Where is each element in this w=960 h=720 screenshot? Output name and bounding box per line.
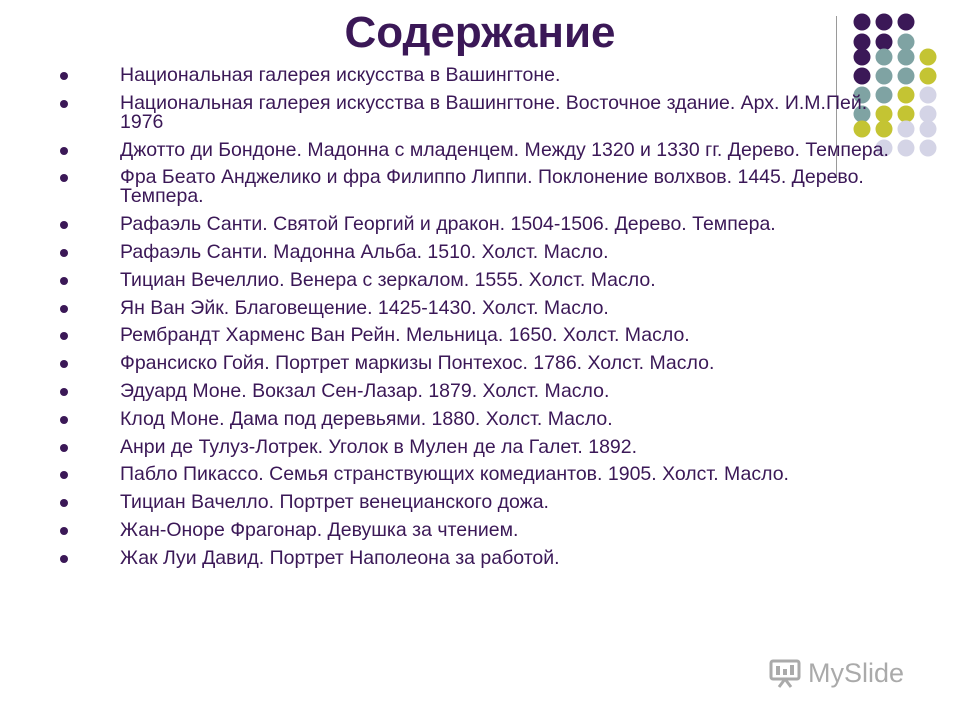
- bullet-icon: [60, 499, 68, 507]
- bullet-icon: [60, 174, 68, 182]
- list-item: [56, 168, 906, 206]
- list-item: [56, 465, 906, 484]
- bullet-icon: [60, 527, 68, 535]
- list-item: [56, 268, 906, 291]
- bullet-icon: [60, 100, 68, 108]
- list-item-text: Жан-Оноре Фрагонар. Девушка за чтением.: [120, 518, 519, 541]
- watermark-text: MySlide: [808, 657, 905, 688]
- decorative-dot: [920, 140, 937, 157]
- list-item: [56, 66, 906, 85]
- list-item: [56, 240, 906, 263]
- decorative-dot: [920, 49, 937, 66]
- list-item: [56, 546, 906, 569]
- list-item: [56, 326, 906, 345]
- bullet-icon: [60, 471, 68, 479]
- decorative-dot: [898, 49, 915, 66]
- bullet-icon: [60, 72, 68, 80]
- list-item-text: Пабло Пикассо. Семья странствующих комедиантов. 1905. Холст. Масло.: [120, 463, 789, 486]
- list-item: [56, 91, 906, 133]
- list-item-text: Клод Моне. Дама под деревьями. 1880. Холст. Масло.: [120, 407, 613, 430]
- bullet-icon: [60, 416, 68, 424]
- list-item-text: Франсиско Гойя. Портрет маркизы Понтехос. 1786. Холст. Масло.: [120, 352, 715, 375]
- bullet-icon: [60, 147, 68, 155]
- list-item-text: Тициан Вечеллио. Венера с зеркалом. 1555. Холст. Масло.: [120, 268, 656, 291]
- list-item-text: Рафаэль Санти. Святой Георгий и дракон. 1504-1506. Дерево. Темпера.: [120, 213, 776, 236]
- list-item: [56, 518, 906, 541]
- decorative-dot: [854, 49, 871, 66]
- list-item-text: Джотто ди Бондоне. Мадонна с младенцем. Между 1320 и 1330 гг. Дерево. Темпера.: [120, 138, 889, 161]
- bullet-icon: [60, 249, 68, 257]
- decorative-dot: [920, 121, 937, 138]
- list-item: [56, 493, 906, 512]
- list-item-text: Тициан Вачелло. Портрет венецианского дожа.: [120, 491, 549, 514]
- bullet-icon: [60, 555, 68, 563]
- list-item: [56, 138, 906, 161]
- decorative-dot: [920, 106, 937, 123]
- list-item-text: Национальная галерея искусства в Вашингтоне. Восточное здание. Арх. И.М.Пей. 1976: [120, 91, 868, 133]
- decorative-dot: [854, 14, 871, 31]
- bullet-icon: [60, 332, 68, 340]
- list-item: [56, 379, 906, 402]
- slide-title: Содержание: [344, 8, 616, 57]
- decorative-dot: [920, 68, 937, 85]
- bullet-icon: [60, 277, 68, 285]
- list-item-text: Анри де Тулуз-Лотрек. Уголок в Мулен де ла Галет. 1892.: [120, 435, 638, 458]
- contents-list: [56, 66, 906, 577]
- list-item: [56, 407, 906, 430]
- list-item-text: Ян Ван Эйк. Благовещение. 1425-1430. Холст. Масло.: [120, 296, 609, 319]
- bullet-icon: [60, 305, 68, 313]
- bullet-icon: [60, 444, 68, 452]
- bullet-icon: [60, 360, 68, 368]
- decorative-dot: [898, 34, 915, 51]
- decorative-dot: [876, 49, 893, 66]
- list-item-text: Рембрандт Харменс Ван Рейн. Мельница. 1650. Холст. Масло.: [120, 324, 690, 347]
- bullet-icon: [60, 221, 68, 229]
- list-item-text: Фра Беато Анджелико и фра Филиппо Липпи. Поклонение волхвов. 1445. Дерево. Темпера.: [120, 166, 864, 208]
- decorative-dot: [854, 34, 871, 51]
- list-item: [56, 354, 906, 373]
- bullet-icon: [60, 388, 68, 396]
- list-item-text: Рафаэль Санти. Мадонна Альба. 1510. Холст. Масло.: [120, 240, 609, 263]
- list-item-text: Эдуард Моне. Вокзал Сен-Лазар. 1879. Холст. Масло.: [120, 379, 610, 402]
- decorative-dot: [898, 14, 915, 31]
- decorative-dot: [876, 14, 893, 31]
- list-item-text: Национальная галерея искусства в Вашингтоне.: [120, 64, 561, 86]
- presentation-board-icon: [768, 658, 804, 688]
- list-item: [56, 296, 906, 319]
- list-item-text: Жак Луи Давид. Портрет Наполеона за работой.: [120, 546, 560, 569]
- decorative-dot: [920, 87, 937, 104]
- watermark: [768, 656, 904, 690]
- list-item: [56, 215, 906, 234]
- list-item: [56, 435, 906, 458]
- decorative-dot: [876, 34, 893, 51]
